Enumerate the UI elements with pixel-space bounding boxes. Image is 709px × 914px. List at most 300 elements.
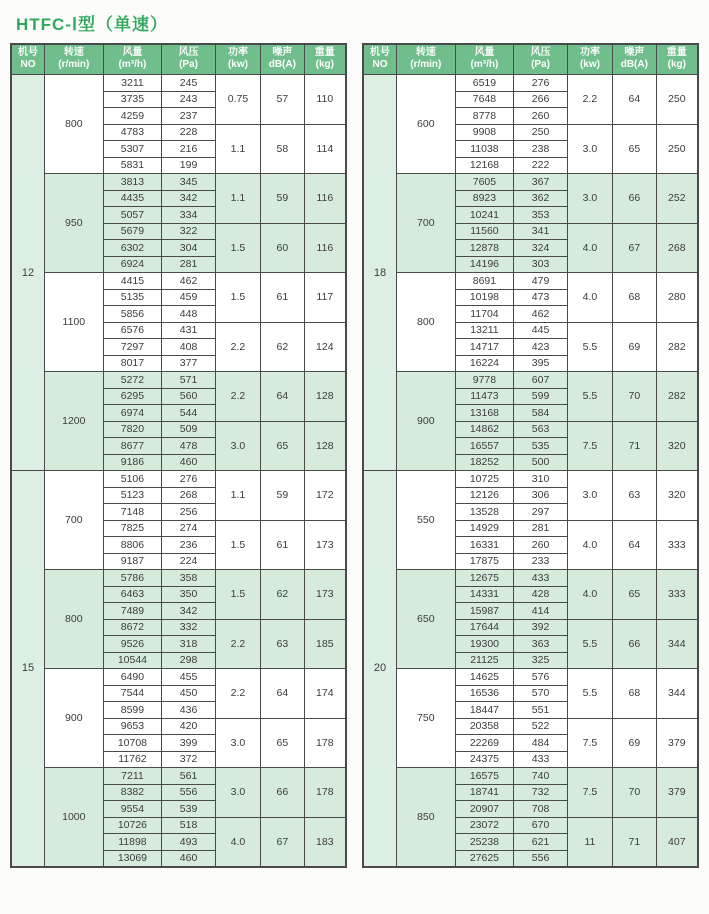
table-header — [11, 44, 346, 75]
cell-airflow: 10708 — [103, 735, 162, 752]
cell-pressure: 670 — [514, 817, 568, 834]
cell-rpm: 1000 — [45, 768, 104, 867]
cell-weight: 174 — [304, 669, 346, 719]
cell-airflow: 7605 — [455, 174, 514, 191]
cell-pressure: 423 — [514, 339, 568, 356]
cell-airflow: 7297 — [103, 339, 162, 356]
cell-pressure: 377 — [162, 355, 216, 372]
cell-noise: 64 — [613, 520, 657, 570]
cell-weight: 128 — [304, 372, 346, 422]
cell-pressure: 500 — [514, 454, 568, 471]
cell-pressure: 428 — [514, 586, 568, 603]
cell-airflow: 27625 — [455, 850, 514, 867]
cell-weight: 172 — [304, 471, 346, 521]
cell-pressure: 433 — [514, 570, 568, 587]
column-sublabel: dB(A) — [620, 59, 648, 70]
cell-noise: 58 — [261, 124, 305, 174]
cell-noise: 61 — [261, 273, 305, 323]
table-row — [11, 273, 346, 290]
column-sublabel: (r/min) — [58, 59, 90, 70]
cell-airflow: 6463 — [103, 586, 162, 603]
cell-weight: 173 — [304, 520, 346, 570]
column-header-4 — [567, 44, 612, 75]
cell-airflow: 9187 — [103, 553, 162, 570]
cell-airflow: 7544 — [103, 685, 162, 702]
cell-airflow: 16331 — [455, 537, 514, 554]
cell-pressure: 445 — [514, 322, 568, 339]
cell-pressure: 544 — [162, 405, 216, 422]
cell-noise: 65 — [261, 718, 305, 768]
column-header-2 — [103, 44, 162, 75]
cell-airflow: 9653 — [103, 718, 162, 735]
cell-pressure: 342 — [162, 190, 216, 207]
cell-weight: 250 — [656, 124, 698, 174]
cell-airflow: 9186 — [103, 454, 162, 471]
cell-airflow: 8778 — [455, 108, 514, 125]
table-row — [363, 570, 698, 587]
cell-power: 0.75 — [215, 75, 260, 125]
cell-power: 3.0 — [215, 768, 260, 818]
column-sublabel: (kg) — [667, 59, 686, 70]
column-sublabel: (Pa) — [179, 59, 198, 70]
cell-pressure: 493 — [162, 834, 216, 851]
cell-noise: 68 — [613, 273, 657, 323]
cell-noise: 57 — [261, 75, 305, 125]
cell-pressure: 479 — [514, 273, 568, 290]
cell-pressure: 395 — [514, 355, 568, 372]
cell-airflow: 13168 — [455, 405, 514, 422]
cell-airflow: 4783 — [103, 124, 162, 141]
cell-weight: 128 — [304, 421, 346, 471]
cell-airflow: 6519 — [455, 75, 514, 92]
cell-airflow: 9526 — [103, 636, 162, 653]
cell-weight: 250 — [656, 75, 698, 125]
cell-airflow: 14862 — [455, 421, 514, 438]
cell-pressure: 222 — [514, 157, 568, 174]
cell-airflow: 8599 — [103, 702, 162, 719]
cell-noise: 62 — [261, 570, 305, 620]
column-header-2 — [455, 44, 514, 75]
cell-pressure: 199 — [162, 157, 216, 174]
cell-power: 1.5 — [215, 273, 260, 323]
cell-pressure: 318 — [162, 636, 216, 653]
cell-airflow: 4435 — [103, 190, 162, 207]
cell-airflow: 20358 — [455, 718, 514, 735]
cell-rpm: 800 — [45, 75, 104, 174]
cell-pressure: 522 — [514, 718, 568, 735]
cell-pressure: 298 — [162, 652, 216, 669]
cell-airflow: 9778 — [455, 372, 514, 389]
cell-pressure: 260 — [514, 108, 568, 125]
cell-pressure: 414 — [514, 603, 568, 620]
cell-pressure: 276 — [162, 471, 216, 488]
cell-airflow: 25238 — [455, 834, 514, 851]
column-label: 风压 — [530, 47, 551, 58]
cell-power: 2.2 — [215, 619, 260, 669]
cell-pressure: 460 — [162, 454, 216, 471]
column-label: 风量 — [122, 47, 143, 58]
cell-pressure: 473 — [514, 289, 568, 306]
cell-power: 1.1 — [215, 471, 260, 521]
cell-pressure: 350 — [162, 586, 216, 603]
cell-airflow: 5679 — [103, 223, 162, 240]
cell-airflow: 10726 — [103, 817, 162, 834]
cell-pressure: 238 — [514, 141, 568, 158]
cell-rpm: 600 — [397, 75, 456, 174]
cell-rpm: 900 — [45, 669, 104, 768]
cell-rpm: 750 — [397, 669, 456, 768]
cell-airflow: 10198 — [455, 289, 514, 306]
cell-weight: 333 — [656, 570, 698, 620]
cell-power: 3.0 — [215, 718, 260, 768]
cell-noise: 70 — [613, 372, 657, 422]
cell-weight: 124 — [304, 322, 346, 372]
cell-airflow: 12126 — [455, 487, 514, 504]
cell-noise: 69 — [613, 718, 657, 768]
spec-table — [10, 43, 347, 868]
cell-airflow: 18741 — [455, 784, 514, 801]
column-header-1 — [45, 44, 104, 75]
cell-pressure: 539 — [162, 801, 216, 818]
column-sublabel: (kw) — [579, 59, 600, 70]
cell-pressure: 306 — [514, 487, 568, 504]
cell-pressure: 459 — [162, 289, 216, 306]
cell-airflow: 8017 — [103, 355, 162, 372]
cell-power: 1.5 — [215, 520, 260, 570]
cell-airflow: 10241 — [455, 207, 514, 224]
cell-pressure: 431 — [162, 322, 216, 339]
cell-pressure: 392 — [514, 619, 568, 636]
cell-pressure: 584 — [514, 405, 568, 422]
column-header-1 — [397, 44, 456, 75]
cell-airflow: 6490 — [103, 669, 162, 686]
cell-airflow: 8382 — [103, 784, 162, 801]
cell-machine-no: 15 — [11, 471, 45, 867]
column-label: 机号 — [370, 47, 390, 58]
cell-pressure: 325 — [514, 652, 568, 669]
cell-rpm: 700 — [397, 174, 456, 273]
cell-pressure: 535 — [514, 438, 568, 455]
cell-airflow: 6295 — [103, 388, 162, 405]
cell-pressure: 216 — [162, 141, 216, 158]
cell-noise: 68 — [613, 669, 657, 719]
cell-airflow: 16224 — [455, 355, 514, 372]
cell-airflow: 5856 — [103, 306, 162, 323]
cell-power: 4.0 — [567, 570, 612, 620]
cell-weight: 320 — [656, 421, 698, 471]
cell-airflow: 3813 — [103, 174, 162, 191]
cell-power: 1.5 — [215, 570, 260, 620]
cell-pressure: 420 — [162, 718, 216, 735]
cell-pressure: 266 — [514, 91, 568, 108]
cell-noise: 61 — [261, 520, 305, 570]
table-row — [11, 75, 346, 92]
table-row — [11, 471, 346, 488]
table-row — [363, 174, 698, 191]
cell-weight: 379 — [656, 768, 698, 818]
cell-airflow: 5057 — [103, 207, 162, 224]
cell-airflow: 17875 — [455, 553, 514, 570]
cell-pressure: 450 — [162, 685, 216, 702]
column-sublabel: (Pa) — [531, 59, 550, 70]
column-header-6 — [304, 44, 346, 75]
cell-power: 1.1 — [215, 174, 260, 224]
cell-pressure: 362 — [514, 190, 568, 207]
cell-power: 3.0 — [567, 471, 612, 521]
cell-pressure: 478 — [162, 438, 216, 455]
cell-pressure: 599 — [514, 388, 568, 405]
cell-weight: 320 — [656, 471, 698, 521]
cell-pressure: 297 — [514, 504, 568, 521]
cell-airflow: 5831 — [103, 157, 162, 174]
cell-airflow: 16575 — [455, 768, 514, 785]
cell-machine-no: 20 — [363, 471, 397, 867]
cell-pressure: 243 — [162, 91, 216, 108]
cell-pressure: 345 — [162, 174, 216, 191]
table-row — [11, 768, 346, 785]
cell-pressure: 303 — [514, 256, 568, 273]
cell-pressure: 334 — [162, 207, 216, 224]
cell-noise: 63 — [613, 471, 657, 521]
column-header-4 — [215, 44, 260, 75]
cell-airflow: 7648 — [455, 91, 514, 108]
spec-table-left — [10, 43, 347, 868]
cell-airflow: 13528 — [455, 504, 514, 521]
cell-weight: 252 — [656, 174, 698, 224]
cell-airflow: 13069 — [103, 850, 162, 867]
cell-weight: 178 — [304, 718, 346, 768]
cell-power: 2.2 — [567, 75, 612, 125]
column-label: 噪声 — [624, 47, 645, 58]
cell-pressure: 250 — [514, 124, 568, 141]
cell-pressure: 304 — [162, 240, 216, 257]
table-row — [11, 669, 346, 686]
cell-airflow: 11762 — [103, 751, 162, 768]
cell-airflow: 3211 — [103, 75, 162, 92]
table-row — [11, 372, 346, 389]
cell-airflow: 23072 — [455, 817, 514, 834]
cell-airflow: 24375 — [455, 751, 514, 768]
column-label: 噪声 — [272, 47, 293, 58]
cell-power: 3.0 — [567, 174, 612, 224]
cell-airflow: 7820 — [103, 421, 162, 438]
column-sublabel: NO — [20, 59, 36, 70]
cell-pressure: 281 — [162, 256, 216, 273]
cell-airflow: 6576 — [103, 322, 162, 339]
cell-pressure: 260 — [514, 537, 568, 554]
cell-weight: 344 — [656, 619, 698, 669]
cell-airflow: 12675 — [455, 570, 514, 587]
cell-airflow: 6924 — [103, 256, 162, 273]
cell-weight: 116 — [304, 223, 346, 273]
cell-airflow: 5123 — [103, 487, 162, 504]
table-row — [363, 669, 698, 686]
cell-pressure: 448 — [162, 306, 216, 323]
cell-airflow: 6302 — [103, 240, 162, 257]
cell-pressure: 367 — [514, 174, 568, 191]
column-header-5 — [261, 44, 305, 75]
cell-weight: 407 — [656, 817, 698, 867]
cell-airflow: 8691 — [455, 273, 514, 290]
cell-noise: 64 — [613, 75, 657, 125]
cell-airflow: 8923 — [455, 190, 514, 207]
cell-noise: 65 — [613, 124, 657, 174]
cell-airflow: 11704 — [455, 306, 514, 323]
cell-airflow: 3735 — [103, 91, 162, 108]
column-header-0 — [11, 44, 45, 75]
cell-pressure: 353 — [514, 207, 568, 224]
cell-noise: 67 — [613, 223, 657, 273]
cell-pressure: 740 — [514, 768, 568, 785]
cell-noise: 65 — [613, 570, 657, 620]
column-sublabel: dB(A) — [268, 59, 296, 70]
cell-pressure: 408 — [162, 339, 216, 356]
cell-airflow: 4415 — [103, 273, 162, 290]
cell-power: 7.5 — [567, 718, 612, 768]
cell-pressure: 256 — [162, 504, 216, 521]
cell-pressure: 708 — [514, 801, 568, 818]
cell-weight: 183 — [304, 817, 346, 867]
cell-airflow: 7825 — [103, 520, 162, 537]
cell-noise: 66 — [613, 174, 657, 224]
cell-pressure: 358 — [162, 570, 216, 587]
cell-power: 2.2 — [215, 669, 260, 719]
table-header — [363, 44, 698, 75]
cell-pressure: 399 — [162, 735, 216, 752]
cell-pressure: 236 — [162, 537, 216, 554]
column-sublabel: (kg) — [315, 59, 334, 70]
cell-power: 4.0 — [567, 223, 612, 273]
cell-pressure: 228 — [162, 124, 216, 141]
spec-table-right — [362, 43, 699, 868]
cell-power: 2.2 — [215, 322, 260, 372]
cell-pressure: 436 — [162, 702, 216, 719]
cell-rpm: 550 — [397, 471, 456, 570]
cell-airflow: 7211 — [103, 768, 162, 785]
cell-pressure: 237 — [162, 108, 216, 125]
cell-airflow: 13211 — [455, 322, 514, 339]
column-label: 重量 — [314, 47, 335, 58]
cell-noise: 66 — [613, 619, 657, 669]
cell-noise: 65 — [261, 421, 305, 471]
cell-power: 1.5 — [215, 223, 260, 273]
cell-pressure: 462 — [162, 273, 216, 290]
page-title: HTFC-Ⅰ型（单速） — [16, 15, 168, 34]
cell-rpm: 700 — [45, 471, 104, 570]
cell-weight: 185 — [304, 619, 346, 669]
cell-power: 4.0 — [215, 817, 260, 867]
cell-weight: 110 — [304, 75, 346, 125]
cell-power: 3.0 — [567, 124, 612, 174]
cell-pressure: 732 — [514, 784, 568, 801]
cell-pressure: 224 — [162, 553, 216, 570]
cell-weight: 173 — [304, 570, 346, 620]
cell-airflow: 12168 — [455, 157, 514, 174]
cell-noise: 64 — [261, 669, 305, 719]
column-label: 功率 — [227, 47, 248, 58]
cell-pressure: 322 — [162, 223, 216, 240]
column-header-3 — [162, 44, 216, 75]
cell-airflow: 5106 — [103, 471, 162, 488]
table-row — [363, 372, 698, 389]
cell-airflow: 7489 — [103, 603, 162, 620]
cell-noise: 64 — [261, 372, 305, 422]
cell-airflow: 14196 — [455, 256, 514, 273]
cell-airflow: 10544 — [103, 652, 162, 669]
cell-airflow: 5272 — [103, 372, 162, 389]
cell-pressure: 274 — [162, 520, 216, 537]
cell-airflow: 5786 — [103, 570, 162, 587]
cell-rpm: 900 — [397, 372, 456, 471]
cell-machine-no: 12 — [11, 75, 45, 471]
cell-pressure: 462 — [514, 306, 568, 323]
cell-airflow: 8677 — [103, 438, 162, 455]
cell-rpm: 650 — [397, 570, 456, 669]
cell-pressure: 570 — [514, 685, 568, 702]
cell-rpm: 950 — [45, 174, 104, 273]
table-row — [11, 174, 346, 191]
column-header-5 — [613, 44, 657, 75]
cell-weight: 117 — [304, 273, 346, 323]
cell-power: 4.0 — [567, 273, 612, 323]
cell-noise: 70 — [613, 768, 657, 818]
column-label: 风量 — [474, 47, 495, 58]
cell-airflow: 12878 — [455, 240, 514, 257]
cell-airflow: 18252 — [455, 454, 514, 471]
table-row — [11, 570, 346, 587]
column-sublabel: (m³/h) — [118, 59, 147, 70]
cell-airflow: 18447 — [455, 702, 514, 719]
table-row — [363, 75, 698, 92]
cell-airflow: 5135 — [103, 289, 162, 306]
cell-pressure: 372 — [162, 751, 216, 768]
column-sublabel: (kw) — [227, 59, 248, 70]
cell-power: 5.5 — [567, 669, 612, 719]
cell-airflow: 15987 — [455, 603, 514, 620]
cell-weight: 268 — [656, 223, 698, 273]
cell-pressure: 342 — [162, 603, 216, 620]
cell-rpm: 850 — [397, 768, 456, 867]
cell-pressure: 551 — [514, 702, 568, 719]
cell-noise: 71 — [613, 817, 657, 867]
cell-pressure: 460 — [162, 850, 216, 867]
cell-pressure: 324 — [514, 240, 568, 257]
cell-noise: 71 — [613, 421, 657, 471]
table-body — [363, 75, 698, 867]
cell-weight: 333 — [656, 520, 698, 570]
cell-machine-no: 18 — [363, 75, 397, 471]
column-header-6 — [656, 44, 698, 75]
column-label: 转速 — [415, 47, 436, 58]
cell-pressure: 276 — [514, 75, 568, 92]
column-label: 转速 — [63, 47, 84, 58]
cell-noise: 69 — [613, 322, 657, 372]
cell-power: 5.5 — [567, 372, 612, 422]
cell-pressure: 518 — [162, 817, 216, 834]
cell-rpm: 800 — [397, 273, 456, 372]
cell-airflow: 7148 — [103, 504, 162, 521]
cell-pressure: 509 — [162, 421, 216, 438]
cell-pressure: 484 — [514, 735, 568, 752]
cell-weight: 114 — [304, 124, 346, 174]
cell-pressure: 332 — [162, 619, 216, 636]
cell-noise: 62 — [261, 322, 305, 372]
cell-airflow: 11038 — [455, 141, 514, 158]
cell-pressure: 576 — [514, 669, 568, 686]
cell-pressure: 561 — [162, 768, 216, 785]
cell-weight: 280 — [656, 273, 698, 323]
cell-pressure: 268 — [162, 487, 216, 504]
